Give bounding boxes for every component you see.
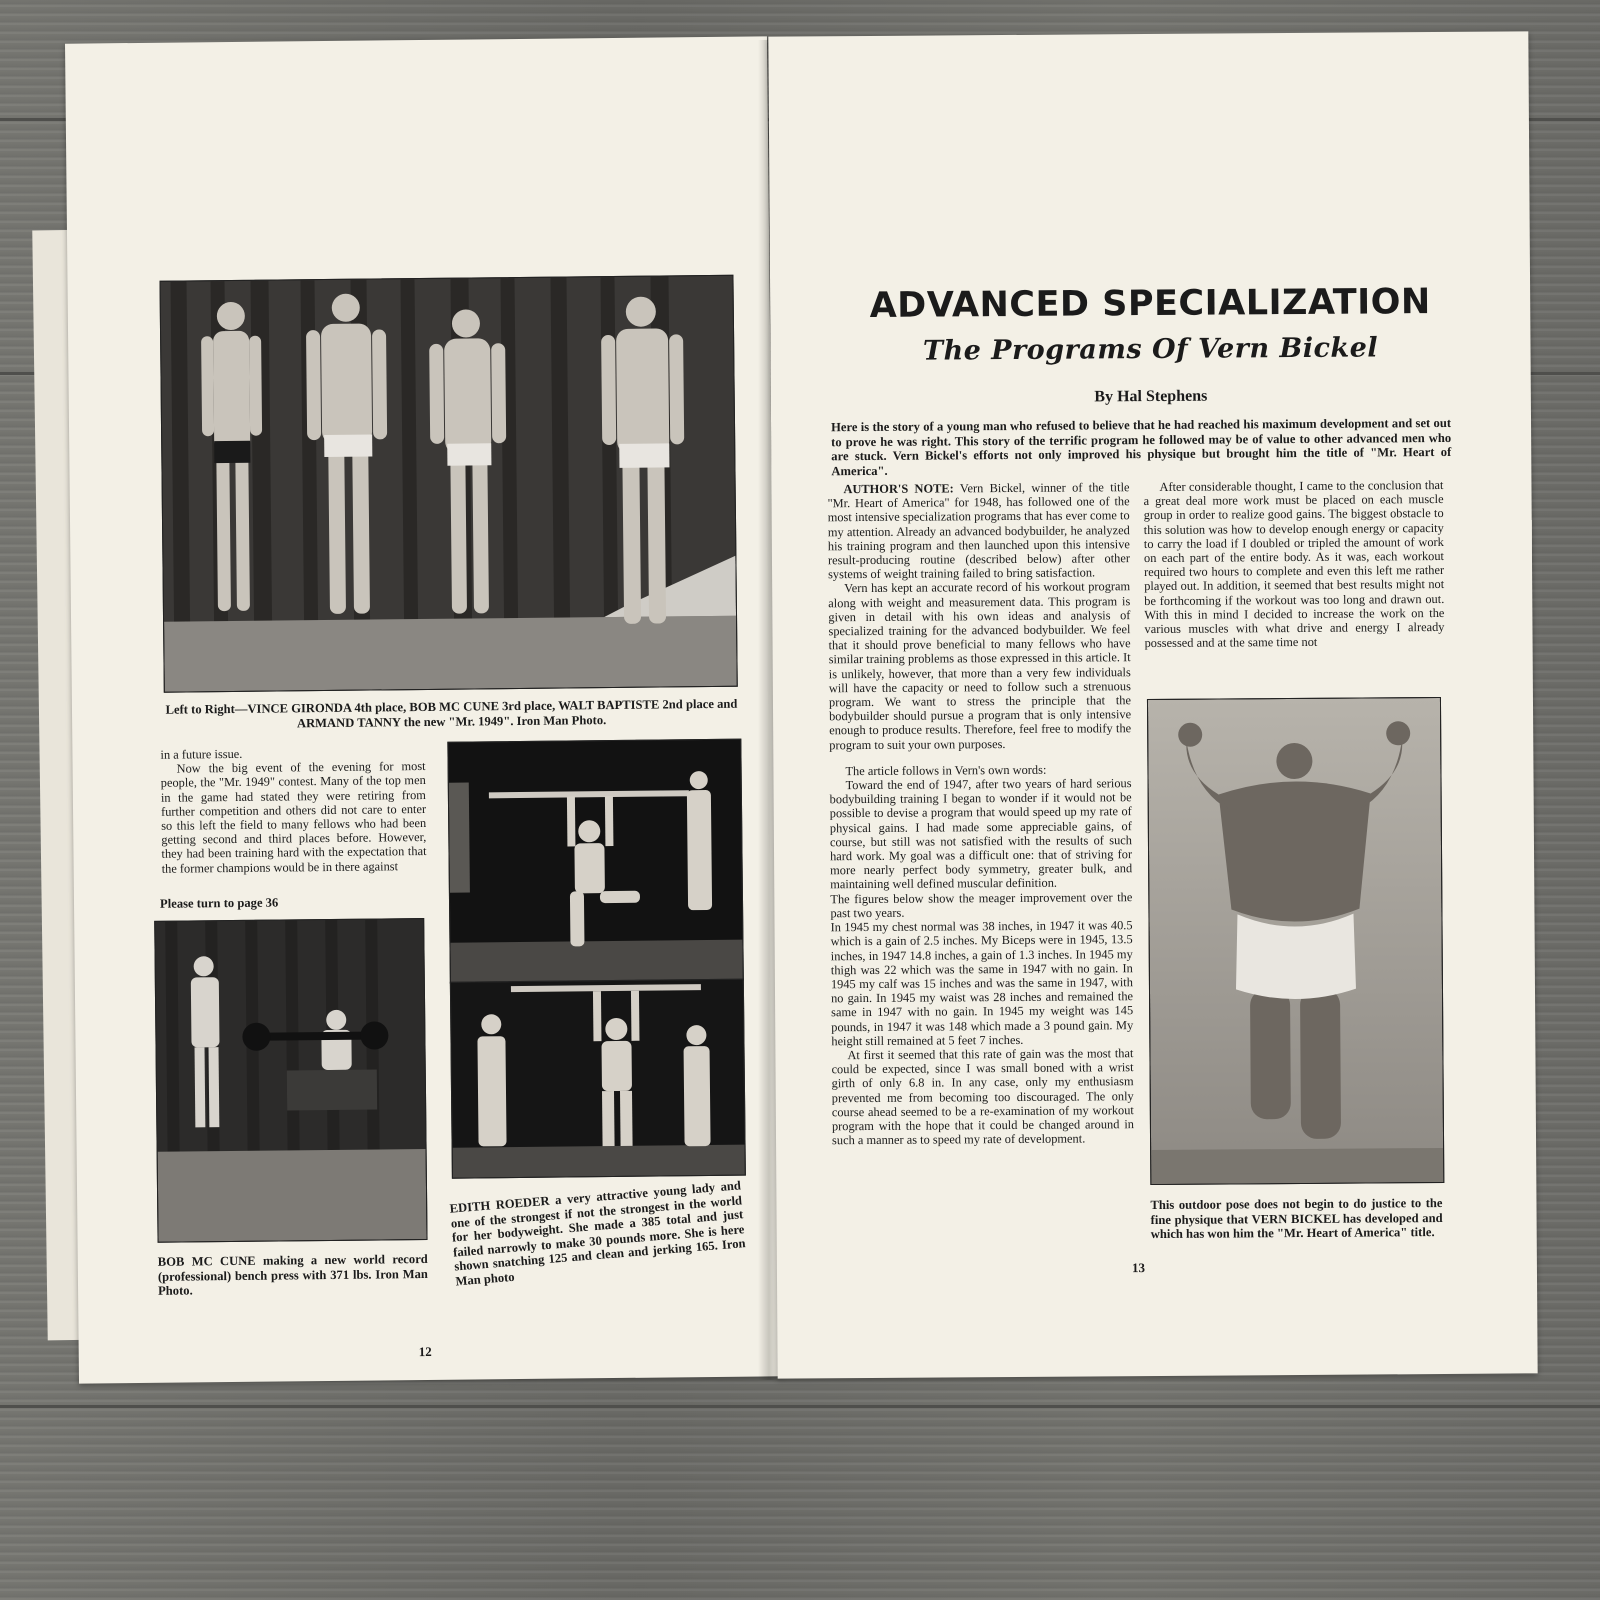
magazine-page-right	[768, 31, 1537, 1378]
snatch-lift-photo	[447, 739, 744, 984]
left-column-text	[160, 745, 426, 876]
article-column-1	[827, 480, 1134, 1147]
article-column-2	[1143, 478, 1444, 651]
article-paragraph: The figures below show the meager improvement over the past two years.	[830, 889, 1133, 921]
article-paragraph: Vern has kept an accurate record of his workout program along with weight and measurement data. This program is given in detail with his own ideas and analysis of specialized training for the advanced bodybuilder. We feel that it should prove beneficial to many fellows who have similar training problems as those expressed in this article. It is unlikely, however, that more than a very few individuals will have the capacity or need to follow such a strenuous program. We want to stress the principle that the bodybuilder should pursue a program that is only intensive enough to produce results. Therefore, feel free to modify the program to suit your own purposes.	[828, 579, 1132, 752]
vern-bickel-back-pose-photo	[1147, 697, 1444, 1185]
article-intro: Here is the story of a young man who refused to believe that he had reached his maximum development and set out to prove he was right. This story of the terrific program he followed may be of value to other advanced men who are stuck. Vern Bickel's efforts not only improved his physique but brought him the title of "Mr. Heart of America".	[831, 415, 1452, 478]
page-number-left: 12	[418, 1343, 432, 1360]
article-headline: ADVANCED SPECIALIZATION	[869, 282, 1431, 326]
wood-plank-seam	[0, 1405, 1600, 1408]
article-byline: By Hal Stephens	[1094, 387, 1208, 406]
vern-bickel-photo-caption: This outdoor pose does not begin to do justice to the fine physique that VERN BICKEL has developed and which has won him the "Mr. Heart of America" title.	[1150, 1195, 1443, 1242]
clean-and-jerk-photo	[450, 979, 746, 1179]
article-paragraph: In 1945 my chest normal was 38 inches, in 1947 it was 40.5 which is a gain of 2.5 inches. My Biceps were in 1945, 13.5 inches, in 1947 14.8 inches, a gain of 1.3 inches. In 1945 my thigh was 22 which was the same in 1947 with no gain. In 1945 my calf was 15 inches and was the same in 1947, with no gain. In 1945 my waist was 28 inches and remained the same in 1947 with no gain. In 1945 my weight was 145 pounds, in 1947 it was 148 which made a 3 pound gain. My height still remained at 5 feet 7 inches.	[830, 918, 1134, 1048]
bench-press-photo	[154, 918, 427, 1243]
magazine-page-left	[65, 36, 781, 1383]
bench-press-caption: BOB MC CUNE making a new world record (professional) bench press with 371 lbs. Iron Man Photo.	[157, 1251, 428, 1298]
roeder-photo-caption: EDITH ROEDER a very attractive young lady and one of the strongest if not the strongest in the world for her bodyweight. She made a 385 total and just failed narrowly to make 30 pounds more. She is here shown snatching 125 and clean and jerking 165. Iron Man photo	[449, 1178, 746, 1288]
author-note-text: Vern Bickel, winner of the title "Mr. Heart of America" for 1948, has followed one of the most intensive specialization programs that has ever come to my attention. Already an advanced bodybuilder, he analyzed his training program and then launched upon this intensive result-producing routine (described below) after other systems of weight training failed to bring satisfaction.	[827, 480, 1131, 582]
author-note-lead: AUTHOR'S NOTE:	[843, 481, 954, 497]
article-paragraph: Toward the end of 1947, after two years of hard serious bodybuilding training I began to wonder if it would not be possible to devise a program that would speed up my rate of physical gains. I had made some appreciable gains, of course, but still was not satisfied with the results of such hard work. My goal was a difficult one: that of striving for more nearly perfect body symmetry, greater bulk, and maintaining well defined muscular definition.	[829, 776, 1133, 892]
article-paragraph: At first it seemed that this rate of gain was the most that could be expected, since I was small boned with a wrist girth of only 6.8 in. In any case, only my enthusiasm prevented me from becoming too discouraged. The only course ahead seemed to be a re-examination of my workout program with the hope that it could be changed around in such a manner as to speed my rate of development.	[831, 1046, 1134, 1148]
article-subheadline: The Programs Of Vern Bickel	[922, 332, 1379, 367]
article-paragraph: After considerable thought, I came to the conclusion that a great deal more work must be placed on each muscle group in order to realize good gains. The biggest obstacle to this solution was how to develop enough energy or capacity to carry the load if I doubled or tripled the amount of work on each part of the entire body. As it was, each workout required two hours to complete and even this left me rather played out. In addition, it seemed that best results might not be forthcoming if the workout was too long and drawn out. With this in mind I decided to increase the work on the various muscles with what drive and energy I already possessed and at the same time not	[1143, 477, 1445, 651]
turn-to-page-notice: Please turn to page 36	[159, 895, 279, 911]
contest-photo-caption: Left to Right—VINCE GIRONDA 4th place, BOB MC CUNE 3rd place, WALT BAPTISTE 2nd place and ARMAND TANNY the new "Mr. 1949". Iron Man Photo.	[165, 696, 738, 730]
article-paragraph: The article follows in Vern's own words:	[845, 762, 1047, 779]
column-paragraph: in a future issue.	[160, 746, 243, 762]
column-paragraph: Now the big event of the evening for most people, the "Mr. 1949" contest. Many of the top men in the game had stated they were retiring from further competition and others did not care to enter so this left the field to many fellows who had been getting second and third places before. However, they had been training hard with the expectation that the former champions would be in there against	[160, 759, 427, 876]
page-number-right: 13	[1131, 1260, 1145, 1276]
contest-winners-photo	[159, 275, 737, 693]
